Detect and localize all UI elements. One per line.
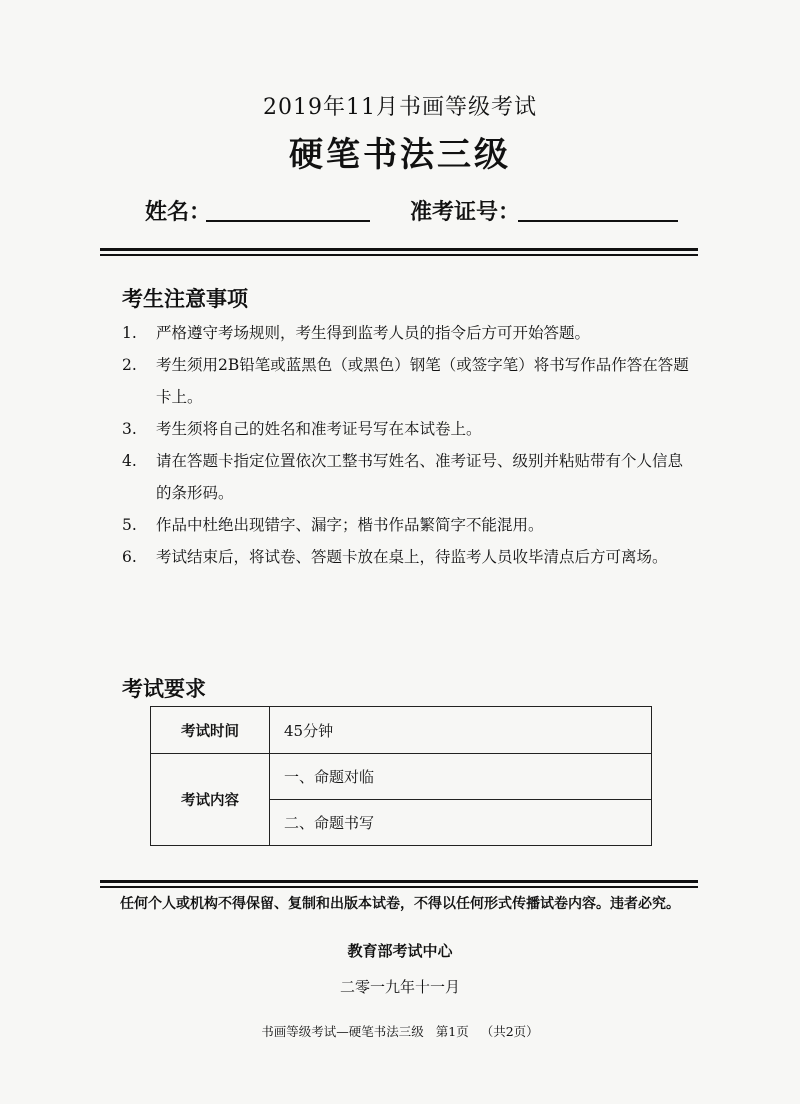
list-item — [122, 413, 692, 445]
time-label-cell: 考试时间 — [151, 707, 270, 754]
candidate-fields — [0, 195, 800, 235]
list-item — [122, 445, 692, 509]
note-text: 作品中杜绝出现错字、漏字；楷书作品繁简字不能混用。 — [156, 516, 544, 534]
issuer: 教育部考试中心 — [347, 942, 453, 960]
note-text: 请在答题卡指定位置依次工整书写姓名、准考证号、级别并粘贴带有个人信息的条形码。 — [156, 452, 684, 502]
content-item-cell: 一、命题对临 — [270, 754, 652, 800]
note-text: 考生须用2B铅笔或蓝黑色（或黑色）钢笔（或签字笔）将书写作品作答在答题卡上。 — [156, 356, 689, 406]
footer-page-number: 第1页 — [435, 1024, 469, 1039]
exam-title: 2019年11月书画等级考试 — [263, 95, 537, 120]
note-number: 6. — [122, 548, 137, 566]
table-row — [151, 707, 652, 754]
note-number: 3. — [122, 420, 137, 438]
note-number: 2. — [122, 356, 137, 374]
note-number: 4. — [122, 452, 137, 470]
note-number: 5. — [122, 516, 137, 534]
name-blank-line — [206, 220, 370, 222]
exam-subject: 硬笔书法三级 — [289, 135, 511, 175]
copyright-notice: 任何个人或机构不得保留、复制和出版本试卷，不得以任何形式传播试卷内容。违者必究。 — [120, 896, 680, 912]
time-value-cell: 45分钟 — [270, 707, 652, 754]
id-label: 准考证号： — [410, 200, 521, 225]
issue-date: 二零一九年十一月 — [339, 978, 460, 996]
list-item — [122, 317, 692, 349]
note-number: 1. — [122, 324, 137, 342]
page-footer — [0, 1022, 800, 1040]
notes-heading: 考生注意事项 — [122, 287, 248, 311]
footer-title: 书画等级考试—硬笔书法三级 — [261, 1024, 424, 1039]
id-blank-line — [518, 220, 678, 222]
list-item — [122, 509, 692, 541]
note-text: 严格遵守考场规则，考生得到监考人员的指令后方可开始答题。 — [156, 324, 591, 342]
requirements-heading: 考试要求 — [122, 677, 206, 701]
name-label: 姓名： — [145, 200, 212, 225]
notes-list — [122, 317, 692, 573]
bottom-divider — [100, 880, 698, 890]
requirements-table — [150, 706, 652, 846]
note-text: 考生须将自己的姓名和准考证号写在本试卷上。 — [156, 420, 482, 438]
list-item — [122, 541, 692, 573]
content-label-cell: 考试内容 — [151, 754, 270, 846]
top-divider — [100, 248, 698, 258]
note-text: 考试结束后，将试卷、答题卡放在桌上，待监考人员收毕清点后方可离场。 — [156, 548, 668, 566]
list-item — [122, 349, 692, 413]
table-row — [151, 754, 652, 800]
content-item-cell: 二、命题书写 — [270, 800, 652, 846]
footer-page-total: （共2页） — [480, 1024, 539, 1039]
